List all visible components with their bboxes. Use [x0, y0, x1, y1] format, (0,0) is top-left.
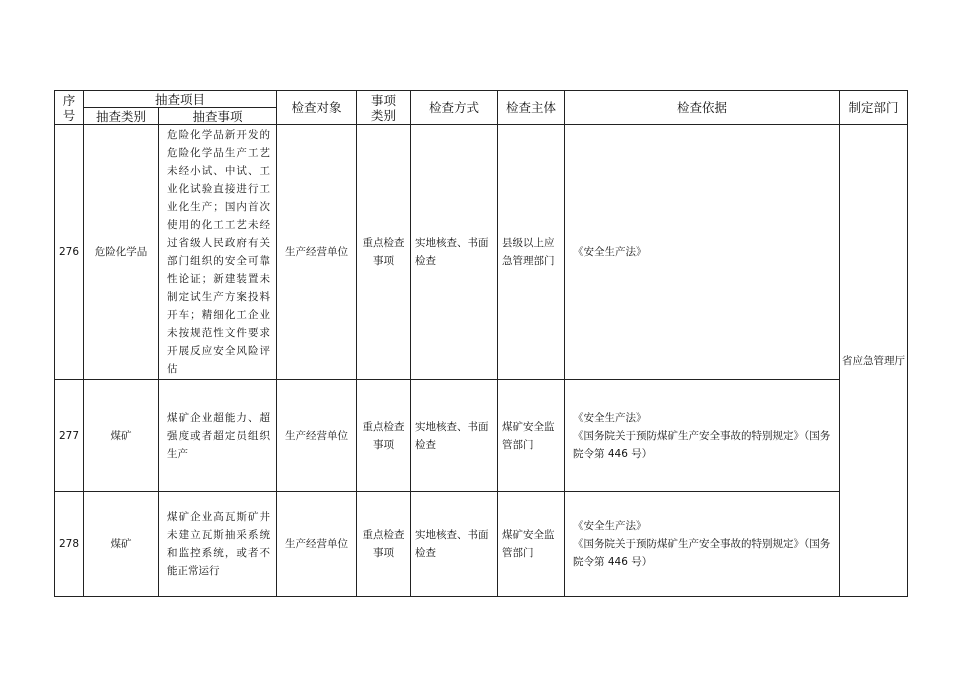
- row-subject: 县级以上应急管理部门: [498, 125, 565, 380]
- row-matter: 煤矿企业高瓦斯矿井未建立瓦斯抽采系统和监控系统，或者不能正常运行: [159, 492, 277, 597]
- header-type: [357, 91, 411, 125]
- row-matter: 危险化学品新开发的危险化学品生产工艺未经小试、中试、工业化试验直接进行工业化生产；国内首次使用的化工工艺未经过省级人民政府有关部门组织的安全可靠性论证；新建装置未制定试生产方案投料开车；精细化工企业未按规范性文件要求开展反应安全风险评估: [159, 125, 277, 380]
- row-basis: [565, 492, 840, 597]
- basis-line: 《国务院关于预防煤矿生产安全事故的特别规定》（国务院令第 446 号）: [573, 429, 831, 460]
- row-object: 生产经营单位: [277, 492, 357, 597]
- basis-line: 《安全生产法》: [573, 520, 647, 532]
- row-method: 实地核查、书面检查: [411, 125, 498, 380]
- row-type: 重点检查事项: [357, 380, 411, 492]
- row-category: 危险化学品: [84, 125, 159, 380]
- inspection-table: [54, 90, 908, 597]
- row-department: 省应急管理厅: [840, 125, 908, 597]
- header-subject: 检查主体: [498, 91, 565, 125]
- row-basis: [565, 380, 840, 492]
- row-subject: 煤矿安全监管部门: [498, 492, 565, 597]
- row-object: 生产经营单位: [277, 380, 357, 492]
- basis-line: 《安全生产法》: [573, 246, 647, 258]
- row-method: 实地核查、书面检查: [411, 380, 498, 492]
- header-department: 制定部门: [840, 91, 908, 125]
- header-seq: [55, 91, 84, 125]
- header-object: 检查对象: [277, 91, 357, 125]
- row-seq: 276: [55, 125, 84, 380]
- table-row: [55, 492, 908, 597]
- row-object: 生产经营单位: [277, 125, 357, 380]
- header-type-top: 事项: [371, 92, 397, 108]
- row-category: 煤矿: [84, 380, 159, 492]
- row-type: 重点检查事项: [357, 125, 411, 380]
- row-seq: 277: [55, 380, 84, 492]
- header-method: 检查方式: [411, 91, 498, 125]
- basis-line: 《国务院关于预防煤矿生产安全事故的特别规定》（国务院令第 446 号）: [573, 538, 831, 568]
- header-category: 抽查类别: [84, 108, 159, 125]
- row-type: 重点检查事项: [357, 492, 411, 597]
- table-row: [55, 125, 908, 380]
- row-method: 实地核查、书面检查: [411, 492, 498, 597]
- header-item-group: 抽查项目: [84, 91, 277, 108]
- header-type-bottom: 类别: [371, 107, 397, 123]
- table-row: [55, 380, 908, 492]
- row-seq: 278: [55, 492, 84, 597]
- header-matter: 抽查事项: [159, 108, 277, 125]
- header-seq-bottom: 号: [62, 107, 76, 123]
- row-basis: [565, 125, 840, 380]
- row-category: 煤矿: [84, 492, 159, 597]
- header-basis: 检查依据: [565, 91, 840, 125]
- row-subject: 煤矿安全监管部门: [498, 380, 565, 492]
- header-seq-top: 序: [62, 92, 76, 108]
- row-matter: 煤矿企业超能力、超强度或者超定员组织生产: [159, 380, 277, 492]
- basis-line: 《安全生产法》: [573, 411, 647, 424]
